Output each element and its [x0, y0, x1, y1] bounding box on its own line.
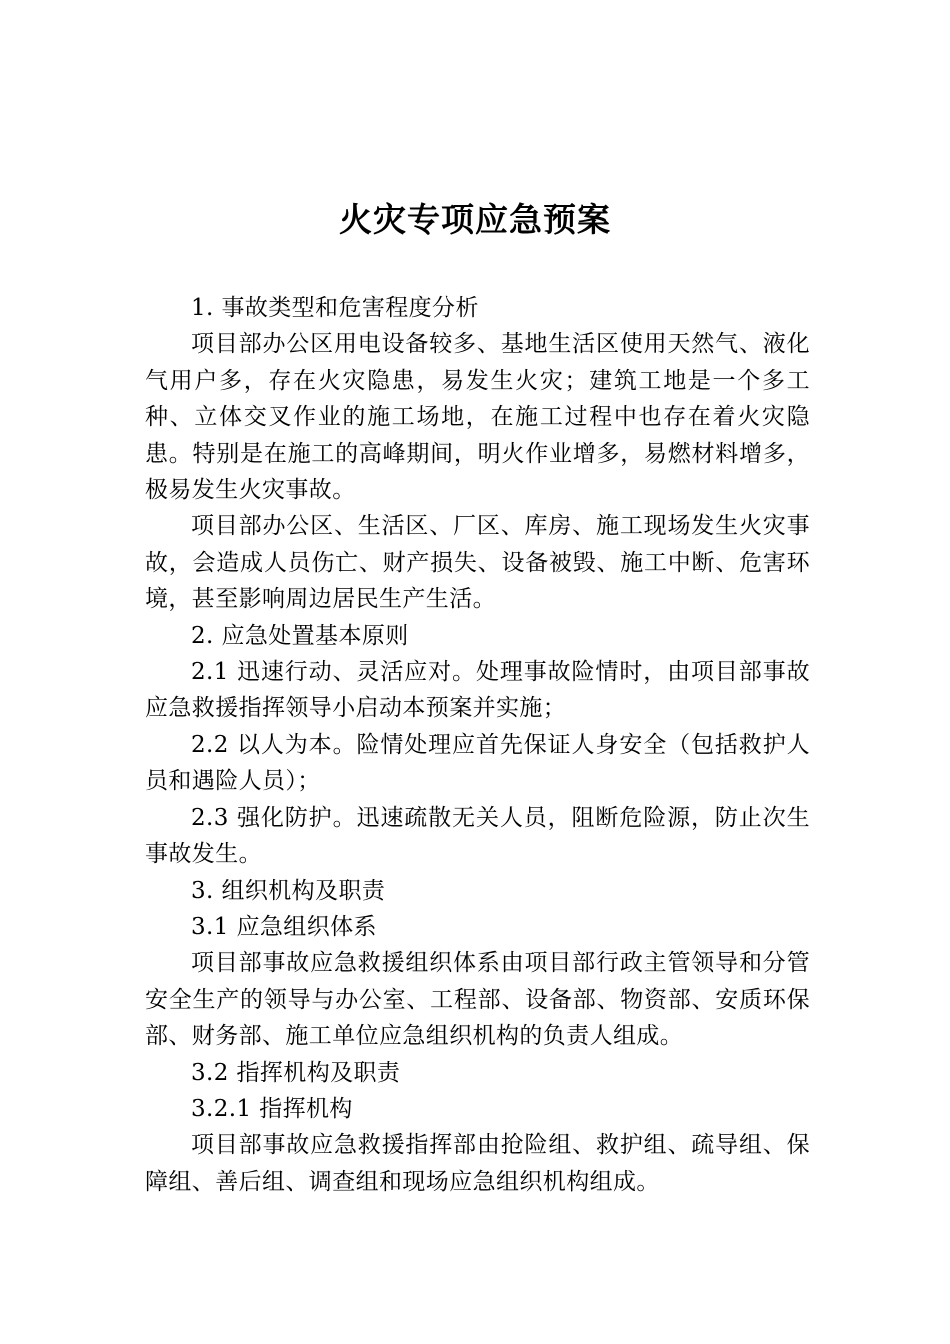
paragraph-consequences: 项目部办公区、生活区、厂区、库房、施工现场发生火灾事故，会造成人员伤亡、财产损失、设备被毁、施工中断、危害环境，甚至影响周边居民生产生活。 [145, 513, 810, 613]
paragraph-hazard-analysis: 项目部办公区用电设备较多、基地生活区使用天然气、液化气用户多，存在火灾隐患，易发生火灾；建筑工地是一个多工种、立体交叉作业的施工场地，在施工过程中也存在着火灾隐患。特别是在施工的高峰期间，明火作业增多，易燃材料增多，极易发生火灾事故。 [145, 331, 810, 504]
paragraph-organization-system: 项目部事故应急救援组织体系由项目部行政主管领导和分管安全生产的领导与办公室、工程部、设备部、物资部、安质环保部、财务部、施工单位应急组织机构的负责人组成。 [145, 950, 810, 1050]
section-heading-2: 2. 应急处置基本原则 [191, 622, 409, 649]
principle-2-1: 2.1 迅速行动、灵活应对。处理事故险情时，由项目部事故应急救援指挥领导小启动本预案并实施； [145, 659, 810, 722]
paragraph-command-structure: 项目部事故应急救援指挥部由抢险组、救护组、疏导组、保障组、善后组、调查组和现场应急组织机构组成。 [145, 1132, 810, 1195]
principle-2-3: 2.3 强化防护。迅速疏散无关人员，阻断危险源，防止次生事故发生。 [145, 804, 810, 868]
section-heading-3: 3. 组织机构及职责 [191, 877, 386, 904]
subsection-heading-3-1: 3.1 应急组织体系 [191, 913, 377, 940]
principle-2-2: 2.2 以人为本。险情处理应首先保证人身安全（包括救护人员和遇险人员）； [145, 731, 810, 795]
document-title: 火灾专项应急预案 [339, 200, 611, 239]
section-heading-1: 1. 事故类型和危害程度分析 [191, 295, 479, 321]
subsection-heading-3-2-1: 3.2.1 指挥机构 [191, 1095, 353, 1122]
document-body [145, 290, 810, 1200]
subsection-heading-3-2: 3.2 指挥机构及职责 [191, 1059, 401, 1086]
